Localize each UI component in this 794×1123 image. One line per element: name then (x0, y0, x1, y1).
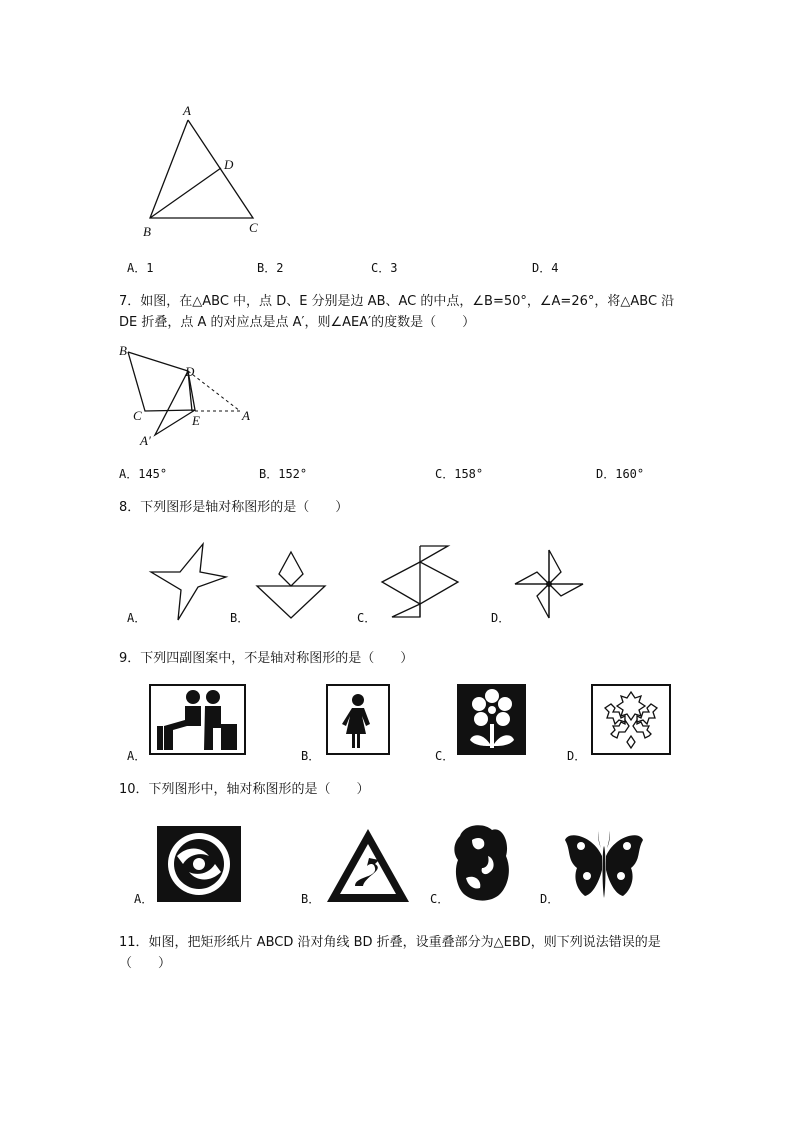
q6-option-b[interactable]: B．2 (257, 261, 284, 275)
q8-option-b[interactable]: B． (230, 611, 250, 625)
q9-pattern-a-seated-people (149, 684, 247, 756)
q7-label-e: E (192, 413, 200, 428)
q10-pattern-c-emblem (450, 822, 512, 904)
q10-option-b[interactable]: B． (301, 892, 321, 906)
q6-option-c[interactable]: C．3 (371, 261, 398, 275)
q9-option-d[interactable]: D． (567, 749, 587, 763)
q8-shape-b-diamond-triangle (255, 548, 330, 620)
q6-label-d: D (224, 157, 234, 172)
q8-shape-c-zigzag (378, 544, 463, 620)
q9-option-c[interactable]: C． (435, 749, 455, 763)
q9-stem: 9．下列四副图案中，不是轴对称图形的是（ ） (119, 651, 414, 666)
q10-pattern-b-warning-triangle (325, 826, 411, 904)
q7-label-d: D (185, 364, 195, 379)
q6-triangle-sides (150, 120, 253, 218)
q8-option-a[interactable]: A． (127, 611, 147, 625)
q8-option-c[interactable]: C． (357, 611, 377, 625)
q6-label-a: A (183, 103, 191, 118)
q7-option-a[interactable]: A．145° (119, 467, 168, 481)
q6-median-bd (150, 168, 221, 218)
q8-shape-d-pinwheel (513, 548, 587, 620)
q7-option-b[interactable]: B．152° (259, 467, 308, 481)
q7-label-b: B (119, 343, 127, 358)
q9-option-b[interactable]: B． (301, 749, 321, 763)
q7-label-a: A (242, 408, 250, 423)
q10-option-c[interactable]: C． (430, 892, 450, 906)
q10-pattern-a-logo (157, 826, 243, 904)
q6-option-a[interactable]: A．1 (127, 261, 154, 275)
q7-label-a-prime: A′ (140, 433, 151, 448)
q7-option-c[interactable]: C．158° (435, 467, 484, 481)
q11-stem: 11．如图，把矩形纸片 ABCD 沿对角线 BD 折叠，设重叠部分为△EBD，则下列说法错误的是（ ） (119, 935, 661, 971)
q7-dashed-da (188, 371, 240, 411)
q9-pattern-d-snowflake (591, 684, 671, 756)
q8-option-d[interactable]: D． (491, 611, 511, 625)
q6-label-c: C (249, 220, 258, 235)
q6-option-d[interactable]: D．4 (532, 261, 559, 275)
q9-pattern-c-flower (457, 684, 527, 756)
q7-option-d[interactable]: D．160° (596, 467, 645, 481)
q9-option-a[interactable]: A． (127, 749, 147, 763)
q7-stem: 7．如图，在△ABC 中，点 D、E 分别是边 AB、AC 的中点，∠B=50°，∠A=26°，将△ABC 沿 DE 折叠，点 A 的对应点是点 A′，则∠AEA′的度数是（ ） (119, 294, 675, 330)
q10-pattern-d-butterfly (563, 826, 645, 902)
q6-label-b: B (143, 224, 151, 239)
q9-pattern-b-woman-sign (326, 684, 390, 756)
q8-shape-a-shuriken (148, 542, 228, 622)
q10-option-d[interactable]: D． (540, 892, 560, 906)
q10-option-a[interactable]: A． (134, 892, 154, 906)
q8-stem: 8．下列图形是轴对称图形的是（ ） (119, 500, 349, 515)
q7-triangle-bcd (128, 352, 195, 411)
q10-stem: 10．下列图形中，轴对称图形的是（ ） (119, 782, 370, 797)
q6-triangle-figure (130, 100, 280, 240)
q7-label-c: C (133, 408, 142, 423)
